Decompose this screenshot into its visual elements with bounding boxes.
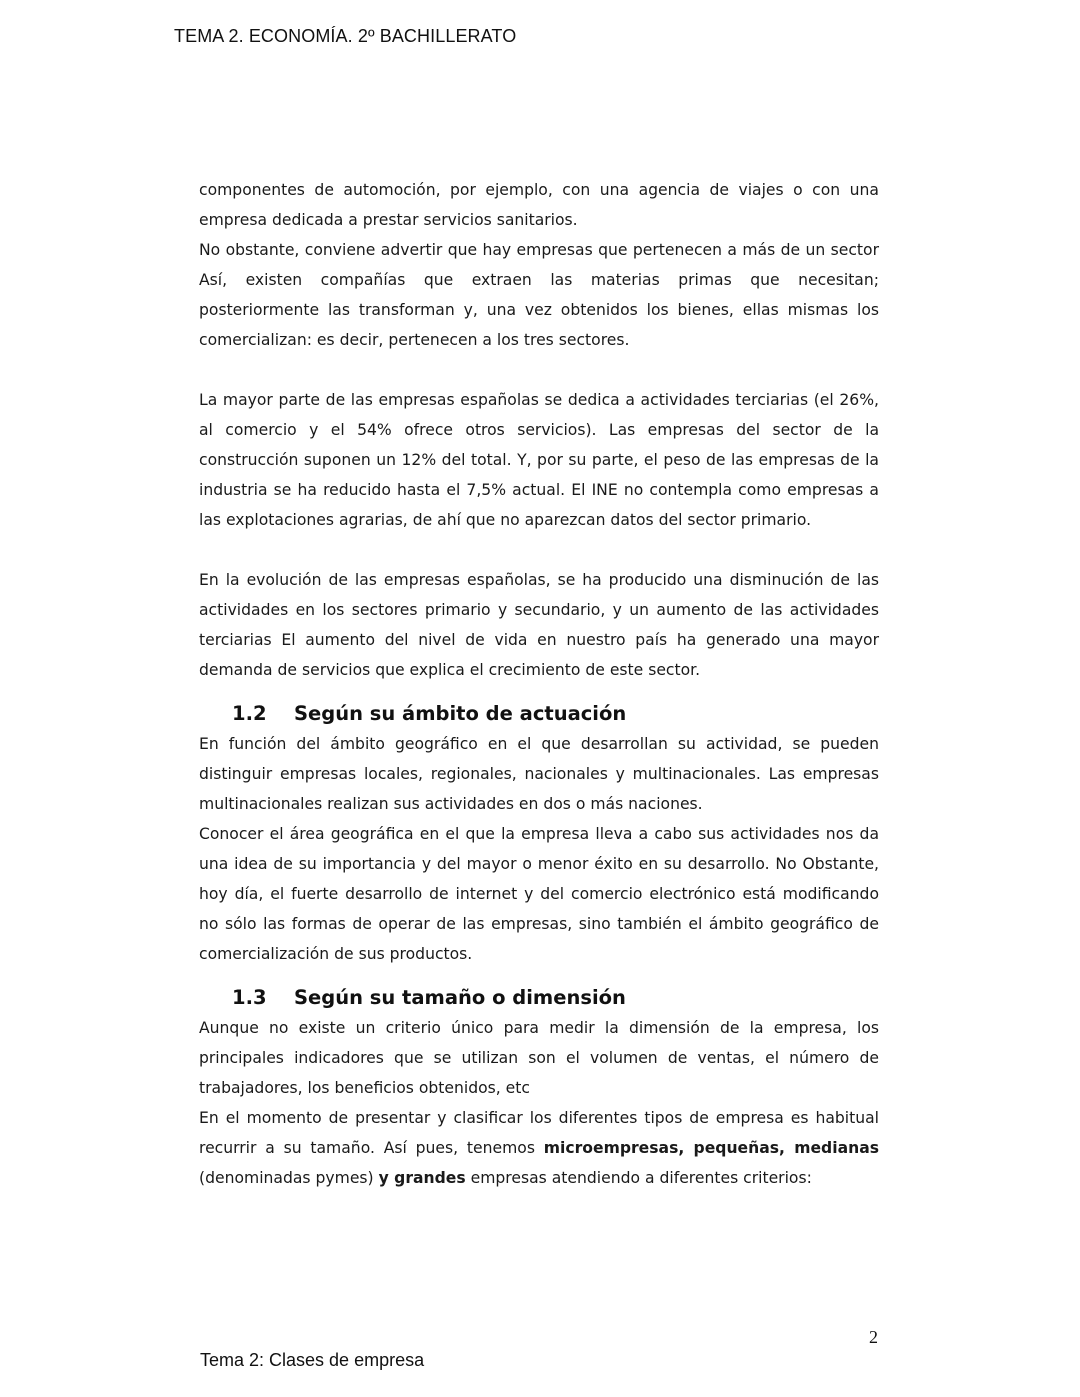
text-run: (denominadas pymes) bbox=[199, 1169, 379, 1187]
page-number: 2 bbox=[869, 1327, 878, 1347]
section-number: 1.2 bbox=[232, 702, 267, 725]
paragraph: Conocer el área geográfica en el que la empresa lleva a cabo sus actividades nos da una idea de su importancia y del mayor o menor éxito en su desarrollo. No Obstante, hoy día, el fuerte desarrollo de internet y del comercio electrónico está modificando no sólo las formas de operar de las empresas, sino también el ámbito geográfico de comercialización de sus productos. bbox=[199, 825, 879, 963]
document-body bbox=[199, 175, 879, 1193]
section-heading-1-2 bbox=[232, 699, 879, 729]
paragraph-spacer bbox=[199, 355, 879, 385]
text-run: En el momento de presentar y clasificar los diferentes tipos de empresa es habitual recurrir a su tamaño. Así pues, tenemos bbox=[199, 1109, 879, 1157]
bold-text-run: microempresas, pequeñas, medianas bbox=[543, 1139, 879, 1157]
running-header: TEMA 2. ECONOMÍA. 2º BACHILLERATO bbox=[174, 26, 517, 46]
paragraph: No obstante, conviene advertir que hay empresas que pertenecen a más de un sector Así, existen compañías que extraen las materias primas que necesitan; posteriormente las transforman y, una vez obtenidos los bienes, ellas mismas los comercializan: es decir, pertenecen a los tres sectores. bbox=[199, 241, 879, 349]
paragraph: En la evolución de las empresas españolas, se ha producido una disminución de las actividades en los sectores primario y secundario, y un aumento de las actividades terciarias El aumento del nivel de vida en nuestro país ha generado una mayor demanda de servicios que explica el crecimiento de este sector. bbox=[199, 571, 879, 679]
paragraph: Aunque no existe un criterio único para medir la dimensión de la empresa, los principales indicadores que se utilizan son el volumen de ventas, el número de trabajadores, los beneficios obtenidos, etc bbox=[199, 1019, 879, 1097]
section-title: Según su tamaño o dimensión bbox=[294, 986, 626, 1009]
paragraph: La mayor parte de las empresas españolas se dedica a actividades terciarias (el 26%, al comercio y el 54% ofrece otros servicios). Las empresas del sector de la construcción suponen un 12% del total. Y, por su parte, el peso de las empresas de la industria se ha reducido hasta el 7,5% actual. El INE no contempla como empresas a las explotaciones agrarias, de ahí que no aparezcan datos del sector primario. bbox=[199, 391, 879, 529]
running-footer: Tema 2: Clases de empresa bbox=[200, 1350, 425, 1370]
paragraph-spacer bbox=[199, 535, 879, 565]
section-heading-1-3 bbox=[232, 983, 879, 1013]
paragraph: componentes de automoción, por ejemplo, con una agencia de viajes o con una empresa dedicada a prestar servicios sanitarios. bbox=[199, 181, 879, 229]
bold-text-run: y grandes bbox=[378, 1169, 466, 1187]
section-number: 1.3 bbox=[232, 986, 267, 1009]
section-title: Según su ámbito de actuación bbox=[294, 702, 627, 725]
text-run: empresas atendiendo a diferentes criterios: bbox=[465, 1169, 812, 1187]
paragraph bbox=[199, 1103, 879, 1193]
paragraph: En función del ámbito geográfico en el que desarrollan su actividad, se pueden distinguir empresas locales, regionales, nacionales y multinacionales. Las empresas multinacionales realizan sus actividades en dos o más naciones. bbox=[199, 735, 879, 813]
